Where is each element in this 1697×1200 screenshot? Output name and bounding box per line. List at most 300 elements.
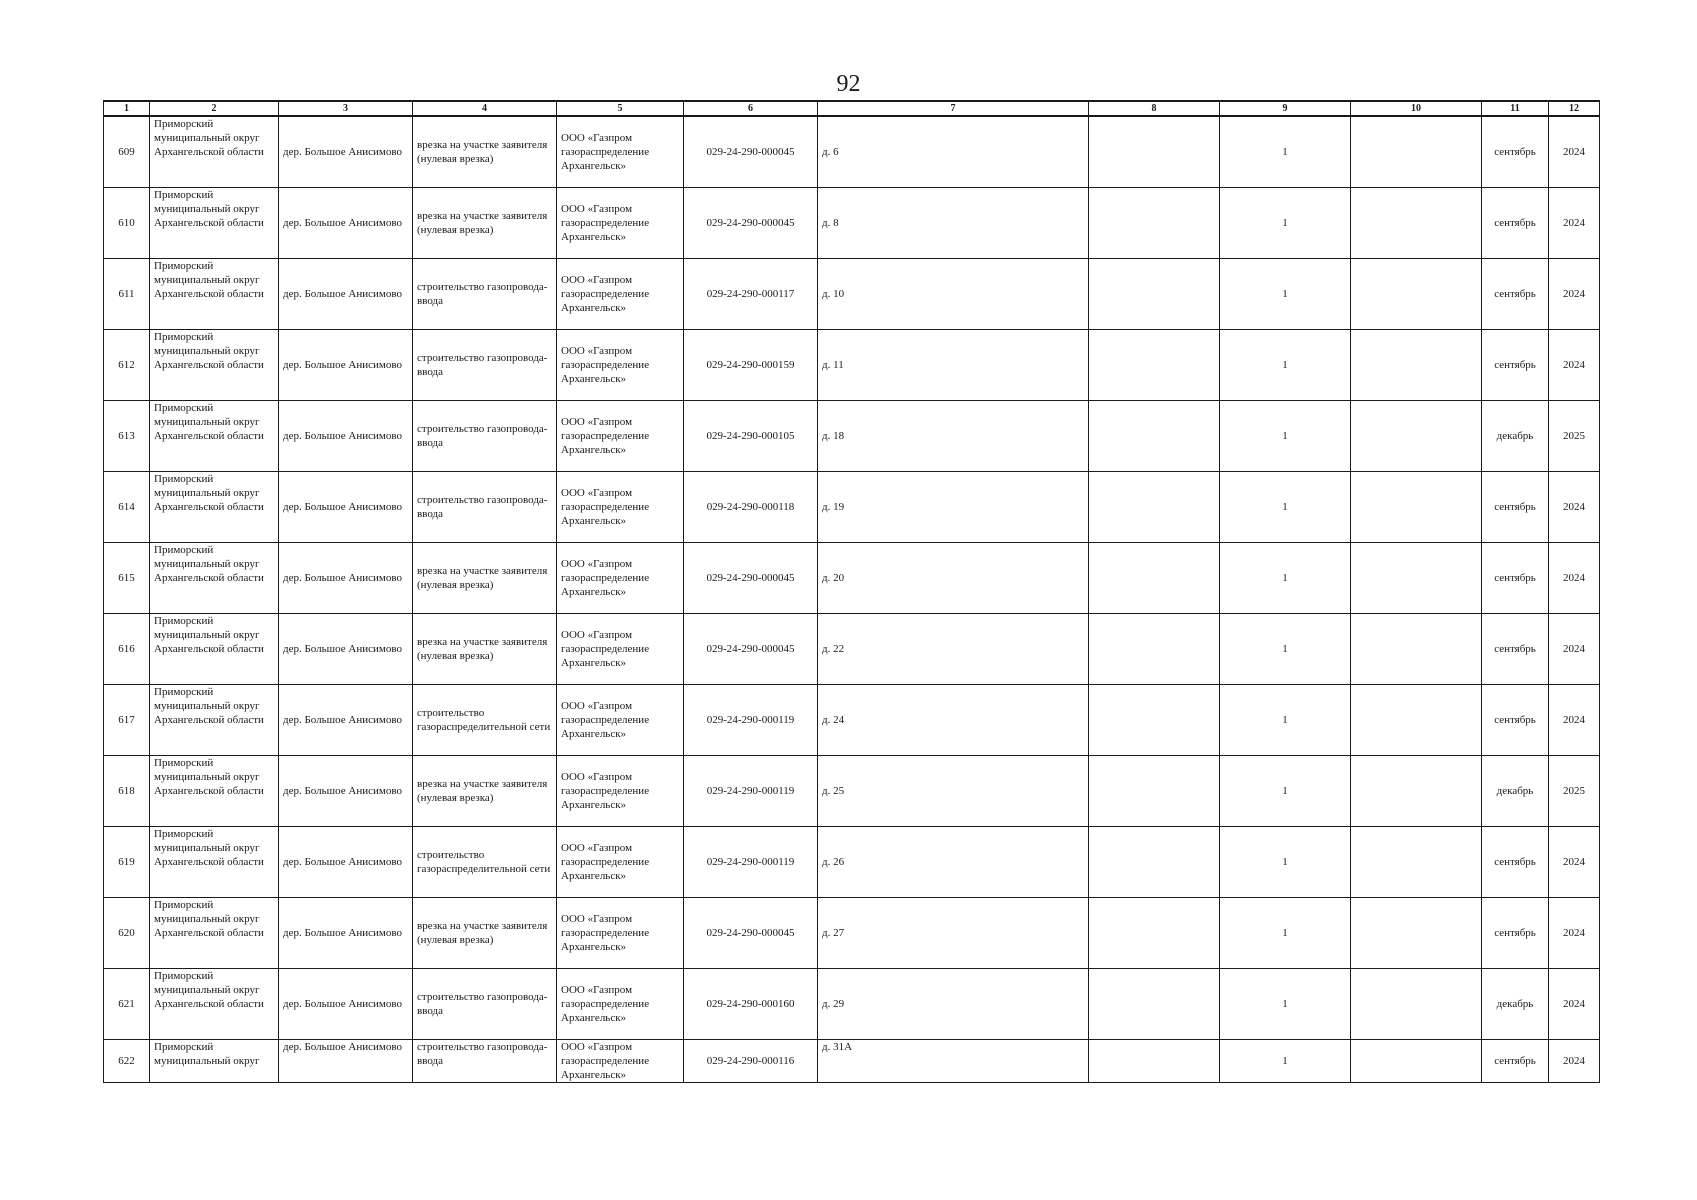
cell-row-number: [104, 472, 150, 543]
cell-address-text: д. 6: [822, 146, 839, 158]
column-header: 10: [1351, 101, 1482, 116]
cell-quantity: [1220, 898, 1351, 969]
cell-address: [818, 614, 1089, 685]
cell-col-10: [1351, 1040, 1482, 1083]
cell-quantity-text: 1: [1282, 501, 1288, 513]
cell-district-text: Приморский муниципальный округ Архангельской области: [154, 828, 264, 868]
cell-address: [818, 827, 1089, 898]
cell-work-type-text: врезка на участке заявителя (нулевая врезка): [417, 565, 548, 591]
cell-code: [684, 116, 818, 188]
cell-address: [818, 685, 1089, 756]
cell-address-text: д. 26: [822, 856, 845, 868]
cell-address-text: д. 24: [822, 714, 845, 726]
cell-month-text: сентябрь: [1494, 927, 1536, 939]
cell-organization-text: ООО «Газпром газораспределение Архангельск»: [561, 984, 650, 1024]
cell-col-10: [1351, 969, 1482, 1040]
cell-year: [1549, 756, 1600, 827]
cell-work-type: [413, 543, 557, 614]
cell-row-number-text: 616: [118, 643, 135, 655]
cell-month-text: сентябрь: [1494, 359, 1536, 371]
cell-district: [150, 614, 279, 685]
cell-month: [1482, 898, 1549, 969]
cell-locality-text: дер. Большое Анисимово: [283, 430, 402, 442]
cell-address: [818, 116, 1089, 188]
cell-year-text: 2025: [1563, 430, 1585, 442]
cell-col-10: [1351, 543, 1482, 614]
cell-month-text: сентябрь: [1494, 146, 1536, 158]
cell-quantity-text: 1: [1282, 785, 1288, 797]
cell-work-type: [413, 1040, 557, 1083]
column-header: 12: [1549, 101, 1600, 116]
cell-work-type-text: строительство газораспределительной сети: [417, 707, 551, 733]
cell-work-type: [413, 827, 557, 898]
cell-code-text: 029-24-290-000160: [706, 998, 795, 1010]
cell-year-text: 2024: [1563, 927, 1585, 939]
cell-code: [684, 898, 818, 969]
cell-address-text: д. 8: [822, 217, 839, 229]
cell-year-text: 2024: [1563, 856, 1585, 868]
cell-district-text: Приморский муниципальный округ Архангельской области: [154, 686, 264, 726]
cell-row-number: [104, 543, 150, 614]
cell-code: [684, 259, 818, 330]
cell-district-text: Приморский муниципальный округ Архангельской области: [154, 260, 264, 300]
table-row: [104, 685, 1600, 756]
table-row: [104, 614, 1600, 685]
cell-district-text: Приморский муниципальный округ Архангельской области: [154, 118, 264, 158]
cell-row-number-text: 618: [118, 785, 135, 797]
table-body: [104, 116, 1600, 1083]
cell-organization: [557, 472, 684, 543]
cell-col-8: [1089, 685, 1220, 756]
cell-district: [150, 116, 279, 188]
cell-col-8: [1089, 401, 1220, 472]
cell-quantity-text: 1: [1282, 572, 1288, 584]
cell-district-text: Приморский муниципальный округ Архангельской области: [154, 757, 264, 797]
cell-work-type-text: строительство газопровода-ввода: [417, 352, 548, 378]
cell-quantity: [1220, 969, 1351, 1040]
cell-organization: [557, 827, 684, 898]
cell-organization: [557, 188, 684, 259]
cell-organization: [557, 898, 684, 969]
cell-col-10: [1351, 330, 1482, 401]
cell-col-8: [1089, 472, 1220, 543]
cell-col-8: [1089, 756, 1220, 827]
cell-organization: [557, 756, 684, 827]
cell-code-text: 029-24-290-000045: [706, 572, 795, 584]
cell-row-number: [104, 116, 150, 188]
cell-year-text: 2024: [1563, 1055, 1585, 1067]
cell-month: [1482, 827, 1549, 898]
cell-locality-text: дер. Большое Анисимово: [283, 643, 402, 655]
cell-month-text: декабрь: [1496, 998, 1534, 1010]
cell-locality-text: дер. Большое Анисимово: [283, 998, 402, 1010]
cell-address: [818, 401, 1089, 472]
cell-row-number-text: 613: [118, 430, 135, 442]
cell-district-text: Приморский муниципальный округ Архангельской области: [154, 544, 264, 584]
cell-work-type-text: строительство газопровода-ввода: [417, 423, 548, 449]
cell-row-number-text: 617: [118, 714, 135, 726]
cell-col-10: [1351, 259, 1482, 330]
cell-code: [684, 1040, 818, 1083]
cell-locality-text: дер. Большое Анисимово: [283, 217, 402, 229]
cell-quantity: [1220, 330, 1351, 401]
cell-col-8: [1089, 116, 1220, 188]
cell-address-text: д. 27: [822, 927, 845, 939]
cell-locality-text: дер. Большое Анисимово: [283, 146, 402, 158]
cell-month: [1482, 330, 1549, 401]
cell-district-text: Приморский муниципальный округ Архангельской области: [154, 473, 264, 513]
cell-district: [150, 1040, 279, 1083]
cell-work-type: [413, 969, 557, 1040]
cell-organization-text: ООО «Газпром газораспределение Архангельск»: [561, 629, 650, 669]
cell-quantity-text: 1: [1282, 856, 1288, 868]
cell-address-text: д. 19: [822, 501, 845, 513]
cell-code-text: 029-24-290-000045: [706, 146, 795, 158]
cell-district: [150, 827, 279, 898]
cell-address-text: д. 10: [822, 288, 845, 300]
cell-year-text: 2024: [1563, 643, 1585, 655]
table-row: [104, 116, 1600, 188]
cell-quantity: [1220, 472, 1351, 543]
cell-locality: [279, 614, 413, 685]
gasification-table: [103, 100, 1600, 1083]
column-header: 11: [1482, 101, 1549, 116]
cell-col-8: [1089, 614, 1220, 685]
cell-year-text: 2025: [1563, 785, 1585, 797]
cell-locality-text: дер. Большое Анисимово: [283, 288, 402, 300]
cell-code-text: 029-24-290-000119: [706, 785, 795, 797]
cell-code-text: 029-24-290-000045: [706, 927, 795, 939]
cell-quantity: [1220, 259, 1351, 330]
column-header: 8: [1089, 101, 1220, 116]
cell-code: [684, 756, 818, 827]
cell-organization: [557, 259, 684, 330]
column-header: 5: [557, 101, 684, 116]
cell-locality: [279, 685, 413, 756]
cell-col-8: [1089, 330, 1220, 401]
cell-quantity: [1220, 756, 1351, 827]
cell-address: [818, 259, 1089, 330]
cell-row-number: [104, 827, 150, 898]
table-row: [104, 401, 1600, 472]
cell-work-type-text: строительство газораспределительной сети: [417, 849, 551, 875]
cell-col-8: [1089, 969, 1220, 1040]
cell-organization: [557, 330, 684, 401]
cell-month-text: сентябрь: [1494, 217, 1536, 229]
cell-year: [1549, 472, 1600, 543]
cell-code-text: 029-24-290-000119: [706, 714, 795, 726]
cell-col-10: [1351, 614, 1482, 685]
cell-row-number: [104, 614, 150, 685]
cell-organization: [557, 543, 684, 614]
cell-locality: [279, 1040, 413, 1083]
cell-work-type: [413, 116, 557, 188]
cell-quantity: [1220, 116, 1351, 188]
cell-work-type-text: врезка на участке заявителя (нулевая врезка): [417, 920, 548, 946]
cell-work-type-text: врезка на участке заявителя (нулевая врезка): [417, 210, 548, 236]
cell-year-text: 2024: [1563, 998, 1585, 1010]
cell-code-text: 029-24-290-000105: [706, 430, 795, 442]
cell-year: [1549, 685, 1600, 756]
page-number: 92: [836, 71, 861, 97]
cell-organization-text: ООО «Газпром газораспределение Архангельск»: [561, 345, 650, 385]
cell-district-text: Приморский муниципальный округ Архангельской области: [154, 331, 264, 371]
cell-year: [1549, 116, 1600, 188]
cell-month: [1482, 116, 1549, 188]
cell-col-8: [1089, 259, 1220, 330]
cell-row-number-text: 615: [118, 572, 135, 584]
cell-month-text: декабрь: [1496, 785, 1534, 797]
cell-district: [150, 401, 279, 472]
cell-year: [1549, 543, 1600, 614]
cell-col-8: [1089, 543, 1220, 614]
cell-code-text: 029-24-290-000045: [706, 643, 795, 655]
table-row: [104, 969, 1600, 1040]
cell-quantity-text: 1: [1282, 288, 1288, 300]
cell-code: [684, 614, 818, 685]
cell-organization-text: ООО «Газпром газораспределение Архангельск»: [561, 700, 650, 740]
cell-month: [1482, 969, 1549, 1040]
cell-code: [684, 827, 818, 898]
cell-quantity-text: 1: [1282, 359, 1288, 371]
cell-code-text: 029-24-290-000117: [706, 288, 795, 300]
cell-locality: [279, 116, 413, 188]
cell-year: [1549, 401, 1600, 472]
cell-col-8: [1089, 898, 1220, 969]
cell-work-type: [413, 685, 557, 756]
cell-work-type: [413, 188, 557, 259]
table-row: [104, 1040, 1600, 1083]
cell-locality-text: дер. Большое Анисимово: [283, 714, 402, 726]
cell-row-number-text: 622: [118, 1055, 135, 1067]
cell-year-text: 2024: [1563, 146, 1585, 158]
table-row: [104, 898, 1600, 969]
cell-locality: [279, 330, 413, 401]
cell-address-text: д. 20: [822, 572, 845, 584]
cell-col-10: [1351, 116, 1482, 188]
cell-month: [1482, 543, 1549, 614]
cell-work-type-text: врезка на участке заявителя (нулевая врезка): [417, 636, 548, 662]
cell-year: [1549, 330, 1600, 401]
cell-organization: [557, 685, 684, 756]
cell-row-number: [104, 969, 150, 1040]
cell-address-text: д. 22: [822, 643, 845, 655]
cell-month-text: сентябрь: [1494, 714, 1536, 726]
column-header: 3: [279, 101, 413, 116]
cell-month: [1482, 685, 1549, 756]
cell-month-text: сентябрь: [1494, 856, 1536, 868]
cell-district: [150, 756, 279, 827]
cell-row-number-text: 619: [118, 856, 135, 868]
cell-quantity-text: 1: [1282, 1055, 1288, 1067]
cell-district-text: Приморский муниципальный округ: [154, 1041, 260, 1067]
cell-organization-text: ООО «Газпром газораспределение Архангельск»: [561, 487, 650, 527]
cell-year-text: 2024: [1563, 217, 1585, 229]
cell-year: [1549, 827, 1600, 898]
cell-locality: [279, 969, 413, 1040]
cell-work-type: [413, 401, 557, 472]
cell-address: [818, 756, 1089, 827]
cell-year-text: 2024: [1563, 501, 1585, 513]
cell-quantity-text: 1: [1282, 146, 1288, 158]
cell-row-number: [104, 756, 150, 827]
cell-row-number: [104, 1040, 150, 1083]
cell-address: [818, 969, 1089, 1040]
cell-address-text: д. 29: [822, 998, 845, 1010]
cell-col-10: [1351, 685, 1482, 756]
cell-organization-text: ООО «Газпром газораспределение Архангельск»: [561, 558, 650, 598]
cell-col-10: [1351, 188, 1482, 259]
cell-code: [684, 188, 818, 259]
cell-quantity: [1220, 685, 1351, 756]
cell-locality: [279, 259, 413, 330]
cell-col-10: [1351, 756, 1482, 827]
cell-year: [1549, 188, 1600, 259]
table-row: [104, 259, 1600, 330]
cell-organization: [557, 116, 684, 188]
column-header: 6: [684, 101, 818, 116]
table-row: [104, 827, 1600, 898]
cell-locality: [279, 472, 413, 543]
cell-row-number: [104, 401, 150, 472]
column-number-header-row: [104, 101, 1600, 116]
cell-row-number: [104, 685, 150, 756]
cell-district: [150, 685, 279, 756]
cell-row-number: [104, 259, 150, 330]
cell-month-text: сентябрь: [1494, 572, 1536, 584]
column-header: 9: [1220, 101, 1351, 116]
cell-organization-text: ООО «Газпром газораспределение Архангельск»: [561, 842, 650, 882]
cell-month: [1482, 756, 1549, 827]
cell-quantity-text: 1: [1282, 927, 1288, 939]
cell-district-text: Приморский муниципальный округ Архангельской области: [154, 402, 264, 442]
cell-year: [1549, 1040, 1600, 1083]
cell-month-text: сентябрь: [1494, 643, 1536, 655]
cell-month: [1482, 472, 1549, 543]
cell-work-type-text: строительство газопровода-ввода: [417, 991, 548, 1017]
cell-district: [150, 330, 279, 401]
cell-locality: [279, 756, 413, 827]
cell-row-number: [104, 330, 150, 401]
cell-quantity: [1220, 401, 1351, 472]
cell-locality: [279, 898, 413, 969]
cell-address: [818, 188, 1089, 259]
cell-address-text: д. 25: [822, 785, 845, 797]
cell-organization-text: ООО «Газпром газораспределение Архангельск»: [561, 203, 650, 243]
cell-year: [1549, 969, 1600, 1040]
cell-col-10: [1351, 827, 1482, 898]
cell-quantity-text: 1: [1282, 430, 1288, 442]
cell-row-number-text: 611: [118, 288, 135, 300]
cell-organization: [557, 401, 684, 472]
cell-organization: [557, 614, 684, 685]
cell-col-8: [1089, 1040, 1220, 1083]
cell-quantity: [1220, 614, 1351, 685]
cell-month: [1482, 401, 1549, 472]
cell-locality: [279, 401, 413, 472]
cell-code: [684, 401, 818, 472]
cell-code: [684, 685, 818, 756]
cell-organization: [557, 1040, 684, 1083]
cell-organization-text: ООО «Газпром газораспределение Архангельск»: [561, 416, 650, 456]
cell-locality-text: дер. Большое Анисимово: [283, 359, 402, 371]
cell-address-text: д. 18: [822, 430, 845, 442]
cell-organization: [557, 969, 684, 1040]
cell-year: [1549, 898, 1600, 969]
cell-work-type: [413, 472, 557, 543]
cell-district-text: Приморский муниципальный округ Архангельской области: [154, 615, 264, 655]
cell-month: [1482, 259, 1549, 330]
cell-district: [150, 472, 279, 543]
cell-row-number-text: 612: [118, 359, 135, 371]
cell-district: [150, 969, 279, 1040]
cell-district-text: Приморский муниципальный округ Архангельской области: [154, 899, 264, 939]
cell-work-type: [413, 898, 557, 969]
column-header: 7: [818, 101, 1089, 116]
cell-address-text: д. 31А: [822, 1041, 853, 1053]
cell-quantity-text: 1: [1282, 643, 1288, 655]
cell-organization-text: ООО «Газпром газораспределение Архангельск»: [561, 1041, 650, 1081]
column-header: 4: [413, 101, 557, 116]
cell-code-text: 029-24-290-000045: [706, 217, 795, 229]
cell-col-8: [1089, 827, 1220, 898]
cell-code-text: 029-24-290-000159: [706, 359, 795, 371]
cell-code-text: 029-24-290-000116: [706, 1055, 795, 1067]
cell-quantity-text: 1: [1282, 998, 1288, 1010]
cell-year-text: 2024: [1563, 714, 1585, 726]
cell-code-text: 029-24-290-000119: [706, 856, 795, 868]
cell-work-type-text: врезка на участке заявителя (нулевая врезка): [417, 139, 548, 165]
cell-district-text: Приморский муниципальный округ Архангельской области: [154, 970, 264, 1010]
cell-month: [1482, 1040, 1549, 1083]
table-row: [104, 543, 1600, 614]
cell-year-text: 2024: [1563, 288, 1585, 300]
cell-quantity-text: 1: [1282, 217, 1288, 229]
cell-code: [684, 330, 818, 401]
cell-work-type: [413, 330, 557, 401]
cell-organization-text: ООО «Газпром газораспределение Архангельск»: [561, 913, 650, 953]
cell-locality-text: дер. Большое Анисимово: [283, 927, 402, 939]
cell-month: [1482, 188, 1549, 259]
cell-code-text: 029-24-290-000118: [706, 501, 795, 513]
cell-district: [150, 188, 279, 259]
table-row: [104, 188, 1600, 259]
cell-locality-text: дер. Большое Анисимово: [283, 572, 402, 584]
cell-work-type: [413, 259, 557, 330]
cell-month-text: декабрь: [1496, 430, 1534, 442]
cell-row-number: [104, 188, 150, 259]
cell-month: [1482, 614, 1549, 685]
cell-month-text: сентябрь: [1494, 501, 1536, 513]
table-row: [104, 756, 1600, 827]
cell-row-number: [104, 898, 150, 969]
cell-col-8: [1089, 188, 1220, 259]
cell-year: [1549, 614, 1600, 685]
cell-row-number-text: 610: [118, 217, 135, 229]
cell-work-type-text: строительство газопровода-ввода: [417, 281, 548, 307]
cell-address: [818, 330, 1089, 401]
cell-year-text: 2024: [1563, 359, 1585, 371]
cell-code: [684, 969, 818, 1040]
cell-locality: [279, 543, 413, 614]
cell-col-10: [1351, 472, 1482, 543]
cell-address-text: д. 11: [822, 359, 844, 371]
cell-quantity: [1220, 1040, 1351, 1083]
cell-locality-text: дер. Большое Анисимово: [283, 501, 402, 513]
column-header: 2: [150, 101, 279, 116]
cell-row-number-text: 621: [118, 998, 135, 1010]
cell-locality-text: дер. Большое Анисимово: [283, 856, 402, 868]
